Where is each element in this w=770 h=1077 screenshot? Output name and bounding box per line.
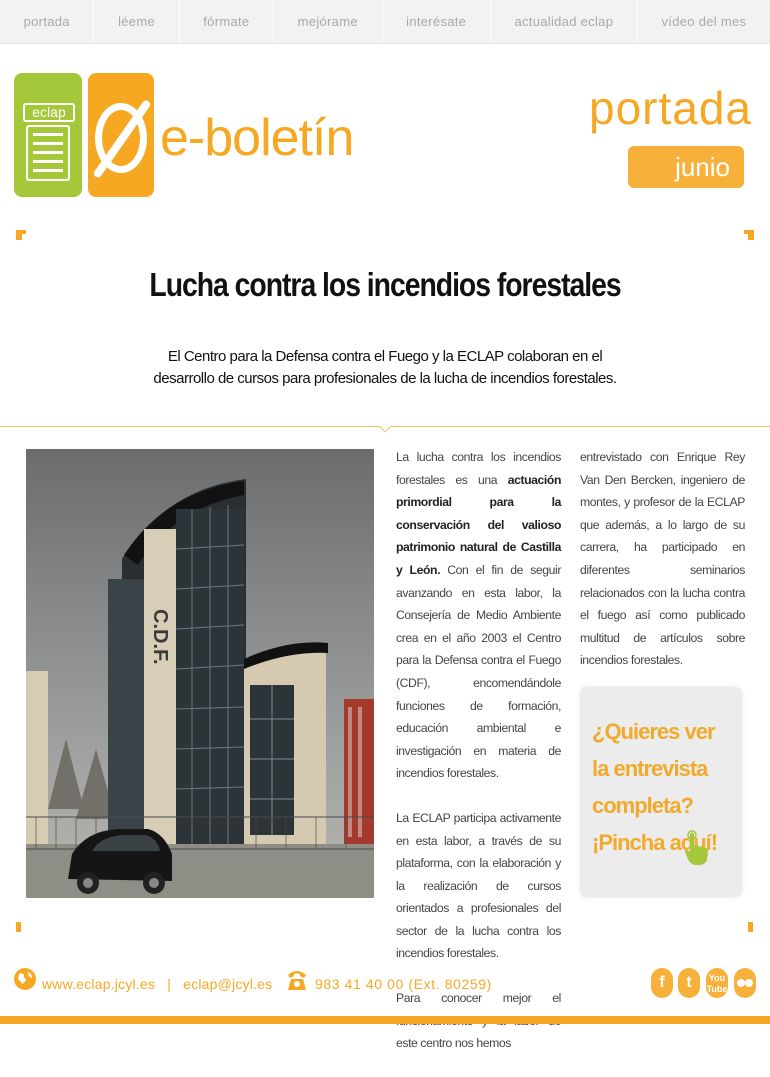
footer-bar [0,1016,770,1024]
corner-mark-bottom-left [16,922,21,932]
callout-line-1: ¿Quieres ver [592,719,715,744]
month-badge: junio [628,146,744,188]
divider-notch [379,421,390,432]
article-paragraph-3: Para conocer mejor el este centro nos hemos [396,991,561,1051]
cdf-building-photo [26,449,374,898]
hand-pointer-icon[interactable] [683,830,709,866]
nav-item-formate[interactable]: fórmate [180,0,274,43]
footer-phone[interactable]: 983 41 40 00 (Ext. 80259) [315,976,492,992]
corner-mark-top-right [748,230,754,240]
article-paragraph-1 [396,446,561,785]
eclap-logo-label: eclap [23,103,75,122]
article-emphasis: actuación primordial para la conservación del valioso patrimonio natural de Castilla y León. [396,472,561,577]
youtube-icon[interactable] [706,968,728,998]
eboletin-logo-icon[interactable] [88,73,154,197]
footer-web-link[interactable]: www.eclap.jcyl.es [42,976,156,992]
document-icon [26,125,70,181]
interview-callout-button[interactable] [580,687,742,897]
callout-line-4: ¡Pincha aquí! [592,830,718,855]
eboletin-logo-text[interactable]: e-boletín [160,109,354,167]
article-text: La lucha contra los incendios forestales es una [396,450,561,487]
section-title: portada [588,82,752,134]
callout-line-3: completa? [592,793,694,818]
nav-item-leeme[interactable]: léeme [94,0,179,43]
facebook-icon[interactable]: f [651,968,673,998]
youtube-label-bottom: Tube [706,984,728,994]
callout-line-2: la entrevista [592,756,708,781]
article-text: Con el fin de seguir avanzando en esta labor, la Consejería de Medio Ambiente crea en el año 2003 el Centro para la Defensa contra el Fuego (CDF), encomendándole funciones de formación, educación ambiental e investigación en materia de incendios forestales. [396,562,561,781]
article-paragraph-2: La ECLAP participa activamente en esta labor, a través de su plataforma, con la elaboración y la realización de cursos orientados a profesionales del sector de la lucha contra los incendios forestales. [396,810,561,961]
nav-item-video-del-mes[interactable]: vídeo del mes [661,14,747,29]
eclap-logo-icon[interactable] [14,73,82,197]
article-title: Lucha contra los incendios forestales [149,266,621,303]
footer-email-link[interactable]: eclap@jcyl.es [183,976,273,992]
nav-item-actualidad-eclap[interactable]: actualidad eclap [491,0,638,43]
article-subtitle: El Centro para la Defensa contra el Fuego y la ECLAP colaboran en el desarrollo de cursos para profesionales de la lucha de incendios forestales. [153,348,617,387]
article-paragraph-4: entrevistado con Enrique Rey Van Den Bercken, ingeniero de montes, y profesor de la ECLAP que además, a lo largo de su carrera, ha participado en diferentes seminarios relacionados con la lucha contra el fuego así como publicado multitud de artículos sobre incendios forestales. [580,450,745,668]
footer-contact [42,976,272,992]
twitter-icon[interactable]: t [678,968,700,998]
top-nav [0,0,770,44]
nav-item-interesate[interactable]: interésate [383,0,491,43]
footer-separator: | [167,976,172,992]
photo-sign: C.D.F. [149,609,171,665]
article-column-2 [580,446,745,694]
phone-icon [286,968,308,992]
globe-icon [14,968,36,990]
corner-mark-bottom-right [748,922,753,932]
nav-item-portada[interactable]: portada [0,0,94,43]
corner-mark-top-left [16,230,22,240]
flickr-icon[interactable] [734,968,756,998]
nav-item-mejorame[interactable]: mejórame [274,0,382,43]
youtube-label-top: You [708,973,726,983]
